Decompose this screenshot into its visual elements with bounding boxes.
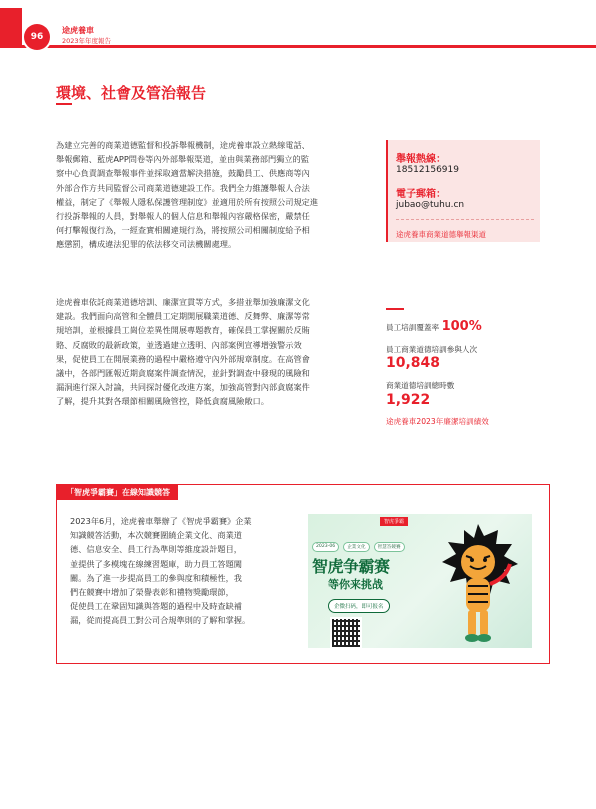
poster-signup-button: 企微扫码，即可报名 [328, 599, 390, 613]
text-line: 為建立完善的商業道德監督和投訴舉報機制，途虎養車設立熱線電話、 [56, 140, 310, 150]
panel-divider [396, 219, 534, 220]
section-title-underline [56, 103, 72, 105]
poster-tag: 智虎爭霸 [380, 517, 408, 526]
email-address[interactable]: jubao@tuhu.cn [396, 200, 465, 210]
stat-accent-bar [386, 308, 404, 310]
text-line: 並提供了多模塊在線練習題庫，助力員工答題闖 [70, 558, 242, 569]
hotline-number: 18512156919 [396, 165, 459, 175]
header-rule [0, 45, 596, 48]
whistleblowing-paragraph [56, 138, 372, 252]
poster-chips [312, 542, 405, 552]
hotline-label: 舉報熱線： [396, 154, 446, 165]
stat-hours-label: 商業道德培訓總時數 [386, 381, 455, 390]
email-label: 電子郵箱： [396, 189, 446, 200]
text-line: 果，促使員工在開展業務的過程中嚴格遵守內外部規章制度。在高管會 [56, 353, 310, 364]
text-line: 促使員工在鞏固知識與答題的過程中及時查缺補 [70, 601, 242, 612]
text-line: 漏，從而提高員工對公司合規準則的了解和掌握。 [70, 615, 251, 626]
stats-caption: 途虎養車2023年廉潔培訓績效 [386, 417, 489, 426]
text-line: 們在競賽中增加了榮譽表彰和禮物獎勵環節， [70, 587, 234, 598]
text-line: 議中，各部門匯報近期貪腐案件調查情況，並針對調查中發現的風險和 [56, 368, 310, 379]
tiger-mascot-icon [428, 522, 528, 648]
quiz-feature-tab: 「智虎爭霸賽」在線知識競答 [56, 484, 178, 500]
quiz-paragraph [70, 514, 286, 628]
text-line: 建設。我們面向高管和全體員工定期開展職業道德、反舞弊、廉潔等常 [56, 311, 310, 322]
stat-coverage [386, 319, 482, 334]
stat-hours-value: 1,922 [386, 392, 431, 408]
text-line: 行投訴舉報的人員，對舉報人的個人信息和舉報內容嚴格保密，嚴禁任 [56, 211, 310, 222]
poster-chip: 企業文化 [343, 542, 369, 552]
integrity-training-paragraph [56, 295, 372, 409]
poster-chip: 智慧答競賽 [374, 542, 405, 552]
poster-chip: 2023-06 [312, 542, 339, 552]
text-line: 察中心負責調查舉報事件並採取適當解決措施，鼓勵員工、供應商等內 [56, 168, 310, 179]
text-line: 關。為了進一步提高員工的參與度和積極性，我 [70, 572, 242, 583]
poster-title: 智虎争霸赛 [312, 557, 390, 576]
page-number-badge: 96 [24, 24, 50, 50]
text-line: 了解，提升其對各環節相關風險管控，降低貪腐風險敞口。 [56, 396, 269, 407]
quiz-poster-image [308, 514, 532, 648]
text-line: 規培訓，並根據員工崗位差異性開展專題教育，確保員工掌握關於反賄 [56, 325, 310, 336]
header-report-title: 2023年年度報告 [62, 37, 112, 45]
text-line: 權益，制定了《舉報人隱私保護管理制度》並適用於所有按照公司規定進 [56, 196, 319, 207]
text-line: 漏洞進行深入討論，共同探討優化改進方案，加強高管對內部貪腐案件 [56, 382, 310, 393]
report-channel-panel [386, 140, 540, 242]
panel-caption: 途虎養車商業道德舉報渠道 [396, 230, 486, 239]
poster-subtitle: 等你来挑战 [328, 578, 383, 591]
stat-coverage-value: 100% [441, 319, 482, 334]
header-accent-strip [0, 8, 22, 48]
text-line: 何打擊報復行為，一經查實相關違規行為，將按照公司相關制度給予相 [56, 225, 310, 236]
text-line: 舉報郵箱、藍虎APP問卷等內外部舉報渠道，並由與業務部門獨立的監 [56, 154, 309, 165]
text-line: 2023年6月，途虎養車舉辦了《智虎爭霸賽》企業 [70, 516, 252, 526]
stat-participants-value: 10,848 [386, 355, 441, 371]
text-line: 賂、反腐敗的最新政策，並透過建立透明、內部案例宣導增強警示效 [56, 339, 302, 350]
text-line: 德、信息安全、員工行為準則等維度設計題目， [70, 544, 242, 555]
text-line: 應懲罰，構成違法犯罪的依法移交司法機關處理。 [56, 239, 237, 250]
header-company: 途虎養車 [62, 26, 94, 35]
text-line: 途虎養車依託商業道德培訓、廉潔宣貫等方式，多措並舉加強廉潔文化 [56, 297, 310, 307]
text-line: 外部合作方共同監督公司商業道德建設工作。我們全力維護舉報人合法 [56, 182, 310, 193]
stat-participants-label: 員工商業道德培訓參與人次 [386, 345, 478, 354]
section-title: 環境、社會及管治報告 [56, 84, 207, 102]
text-line: 知識競答活動，本次競賽圍繞企業文化、商業道 [70, 530, 242, 541]
stat-coverage-label: 員工培訓覆蓋率 [386, 323, 440, 332]
qr-code-icon [330, 617, 362, 648]
